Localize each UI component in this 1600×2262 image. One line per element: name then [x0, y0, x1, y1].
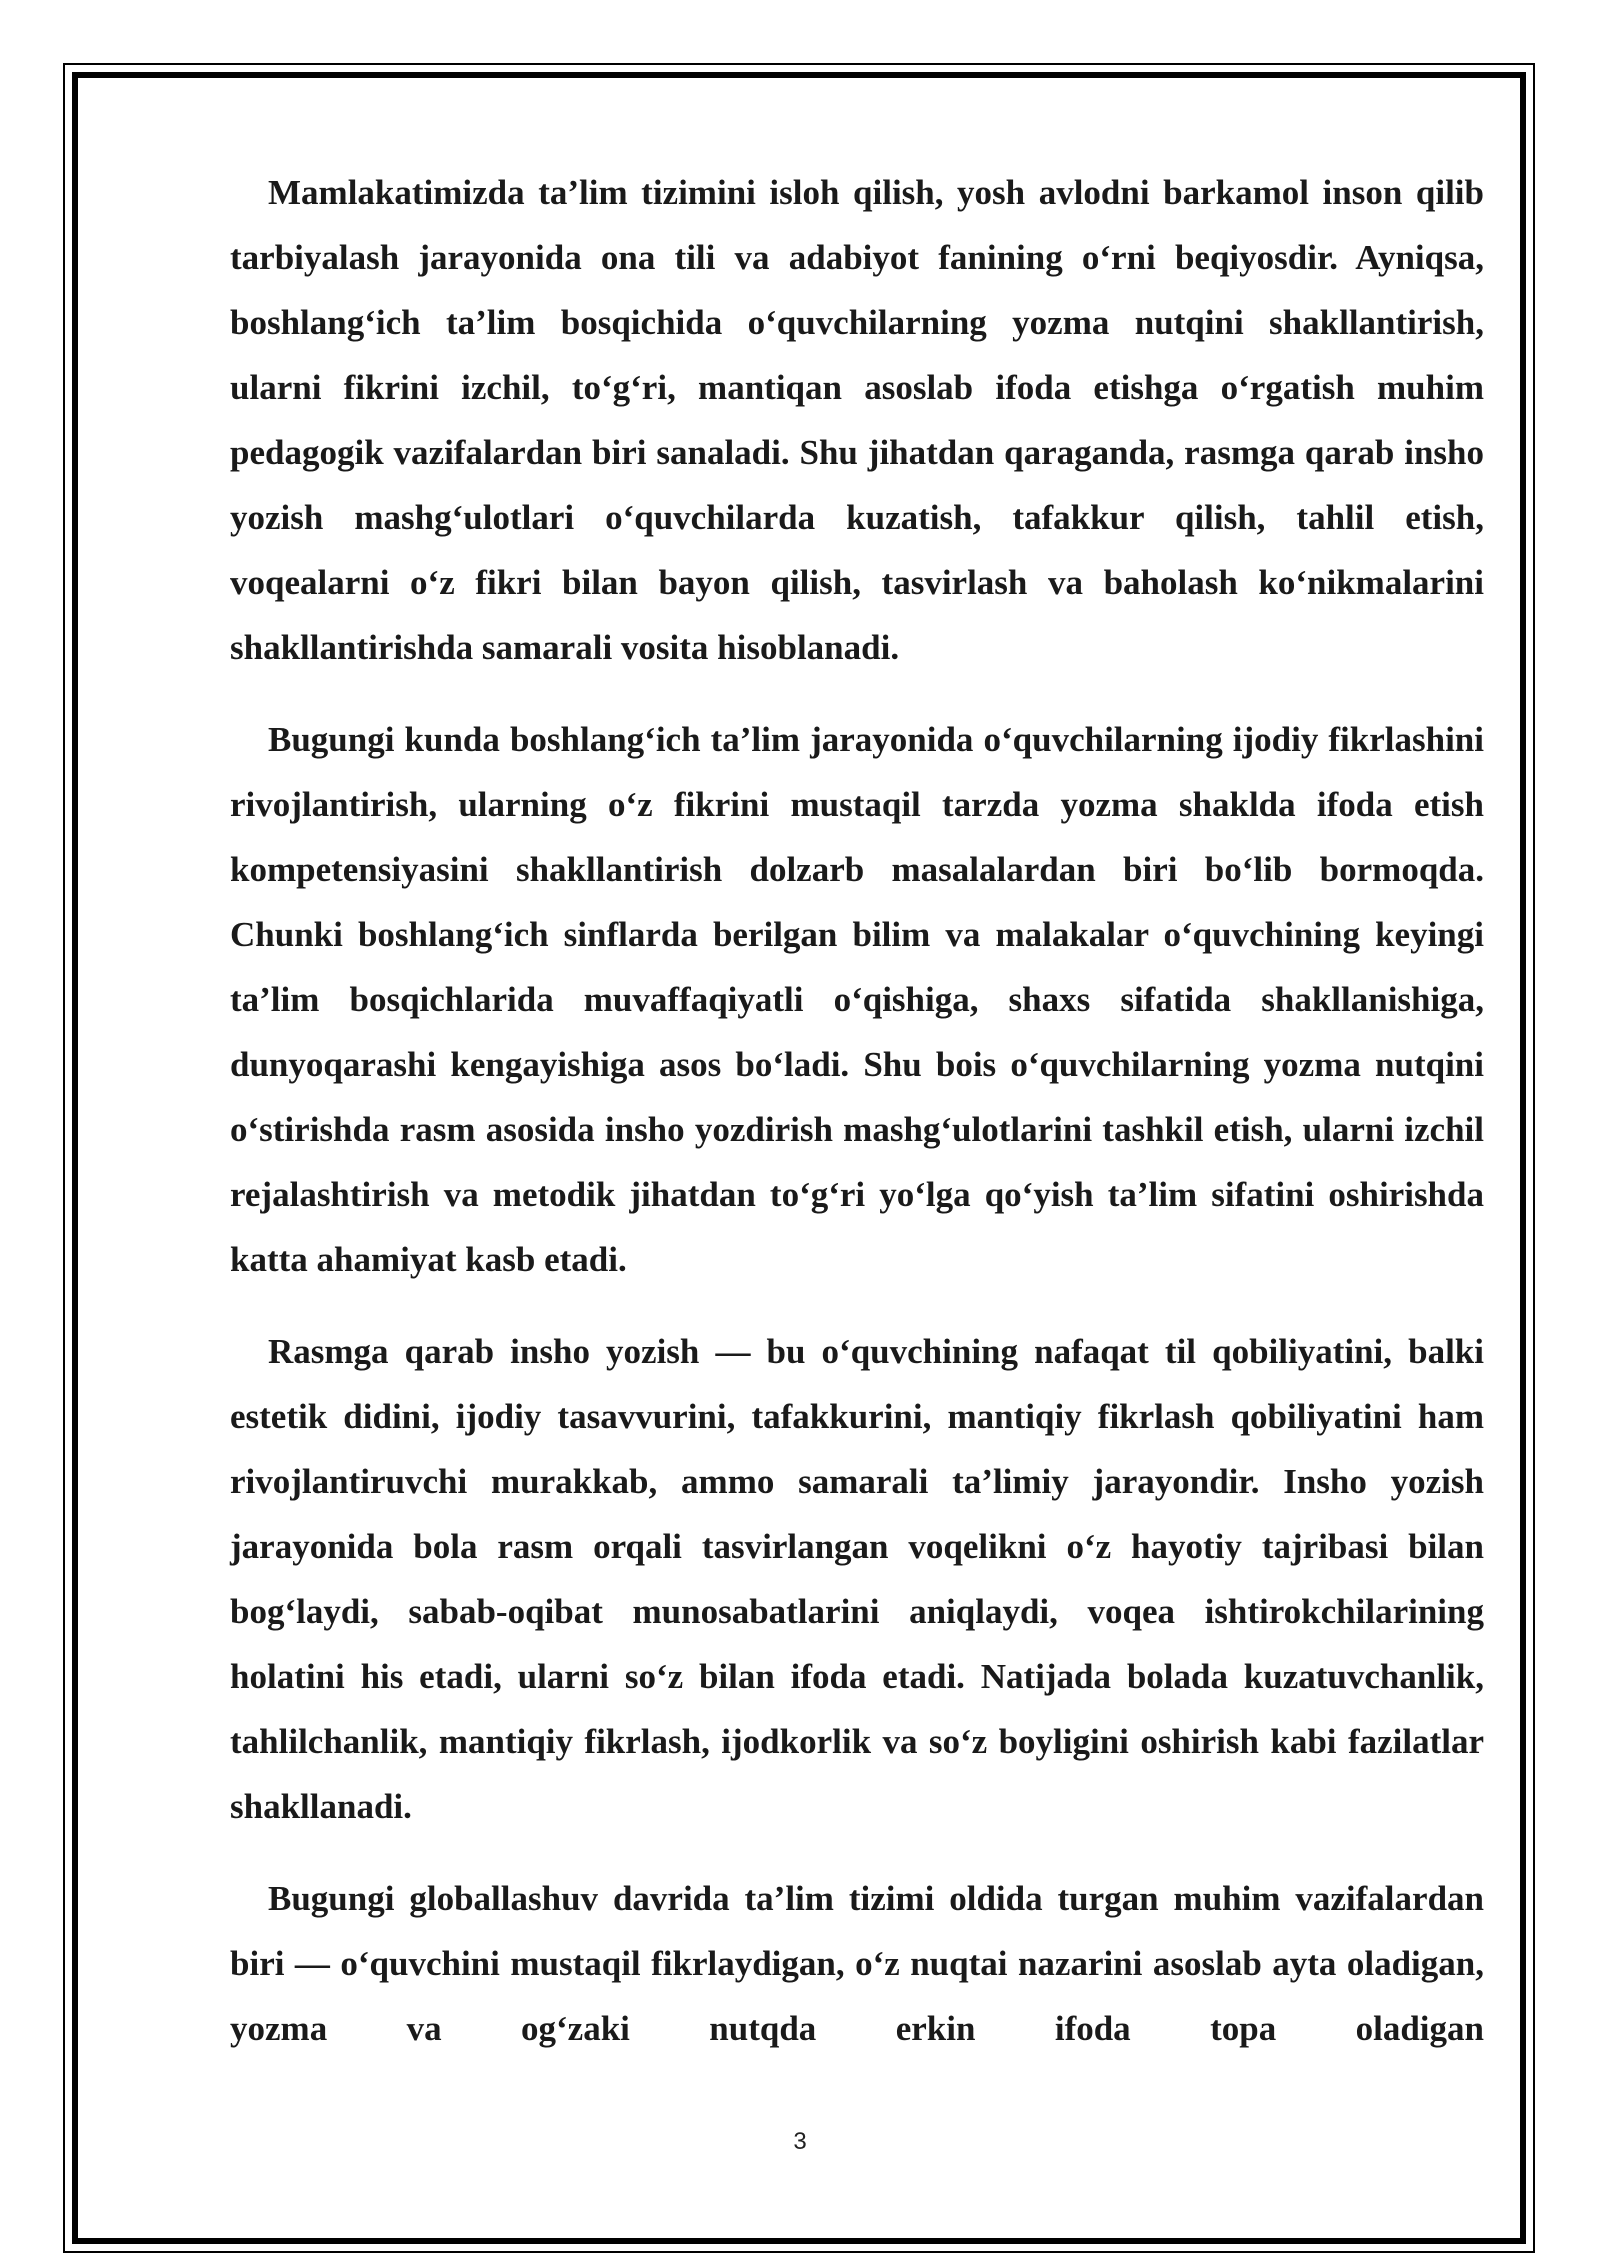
paragraph-2: Bugungi kunda boshlang‘ich ta’lim jarayonida o‘quvchilarning ijodiy fikrlashini rivojlantirish, ularning o‘z fikrini mustaqil tarzda yozma shaklda ifoda etish kompetensiyasini shakllantirish dolzarb masalalardan biri bo‘lib bormoqda. Chunki boshlang‘ich sinflarda berilgan bilim va malakalar o‘quvchining keyingi ta’lim bosqichlarida muvaffaqiyatli o‘qishiga, shaxs sifatida shakllanishiga, dunyoqarashi kengayishiga asos bo‘ladi. Shu bois o‘quvchilarning yozma nutqini o‘stirishda rasm asosida insho yozdirish mashg‘ulotlarini tashkil etish, ularni izchil rejalashtirish va metodik jihatdan to‘g‘ri yo‘lga qo‘yish ta’lim sifatini oshirishda katta ahamiyat kasb etadi. — [230, 720, 1484, 1279]
page-number: 3 — [793, 2128, 807, 2155]
page-body — [230, 160, 1484, 2061]
paragraph-1: Mamlakatimizda ta’lim tizimini isloh qilish, yosh avlodni barkamol inson qilib tarbiyalash jarayonida ona tili va adabiyot fanining o‘rni beqiyosdir. Ayniqsa, boshlang‘ich ta’lim bosqichida o‘quvchilarning yozma nutqini shakllantirish, ularni fikrini izchil, to‘g‘ri, mantiqan asoslab ifoda etishga o‘rgatish muhim pedagogik vazifalardan biri sanaladi. Shu jihatdan qaraganda, rasmga qarab insho yozish mashg‘ulotlari o‘quvchilarda kuzatish, tafakkur qilish, tahlil etish, voqealarni o‘z fikri bilan bayon qilish, tasvirlash va baholash ko‘nikmalarini shakllantirishda samarali vosita hisoblanadi. — [230, 173, 1484, 667]
paragraph-3: Rasmga qarab insho yozish — bu o‘quvchining nafaqat til qobiliyatini, balki estetik didini, ijodiy tasavvurini, tafakkurini, mantiqiy fikrlash qobiliyatini ham rivojlantiruvchi murakkab, ammo samarali ta’limiy jarayondir. Insho yozish jarayonida bola rasm orqali tasvirlangan voqelikni o‘z hayotiy tajribasi bilan bog‘laydi, sabab-oqibat munosabatlarini aniqlaydi, voqea ishtirokchilarining holatini his etadi, ularni so‘z bilan ifoda etadi. Natijada bolada kuzatuvchanlik, tahlilchanlik, mantiqiy fikrlash, ijodkorlik va so‘z boyligini oshirish kabi fazilatlar shakllanadi. — [230, 1332, 1484, 1826]
paragraph-4: Bugungi globallashuv davrida ta’lim tizimi oldida turgan muhim vazifalardan biri — o‘quvchini mustaqil fikrlaydigan, o‘z nuqtai nazarini asoslab ayta oladigan, yozma va og‘zaki nutqda erkin ifoda topa oladigan — [230, 1879, 1484, 2048]
